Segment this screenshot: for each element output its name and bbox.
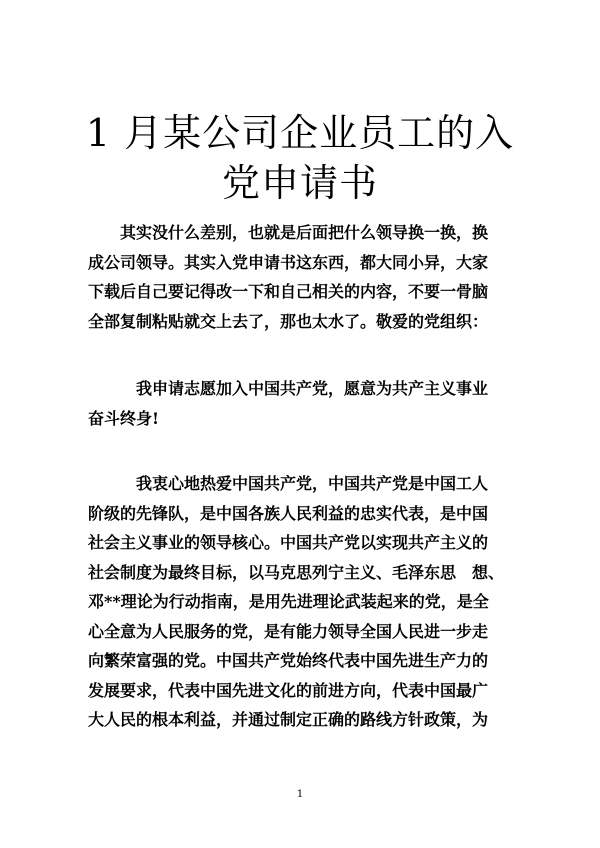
paragraph-line: 奋斗终身! — [88, 408, 160, 428]
document-title — [60, 108, 540, 208]
paragraph-line: 阶级的先锋队，是中国各族人民利益的忠实代表，是中国 — [88, 503, 489, 523]
paragraph-line: 向繁荣富强的党。中国共产党始终代表中国先进生产力的 — [88, 651, 489, 670]
paragraph-line: 我申请志愿加入中国共产党，愿意为共产主义事业 — [136, 379, 489, 398]
title-line-2: 党申请书 — [221, 161, 378, 205]
paragraph-line: 成公司领导。其实入党申请书这东西，都大同小异，大家 — [88, 252, 489, 272]
paragraph-intro — [88, 218, 518, 336]
paragraph-line: 社会制度为最终目标，以马克思列宁主义、毛泽东思 想、 — [88, 562, 505, 582]
paragraph-application — [88, 374, 518, 433]
page-number: 1 — [296, 789, 304, 800]
paragraph-line: 心全意为人民服务的党，是有能力领导全国人民进一步走 — [88, 621, 489, 641]
paragraph-line: 邓**理论为行动指南，是用先进理论武装起来的党，是全 — [88, 592, 489, 611]
paragraph-line: 发展要求，代表中国先进文化的前进方向，代表中国最广 — [88, 680, 489, 700]
paragraph-line: 社会主义事业的领导核心。中国共产党以实现共产主义的 — [88, 533, 489, 552]
title-line-1: 1 月某公司企业员工的入 — [85, 111, 515, 155]
paragraph-line: 全部复制粘贴就交上去了，那也太水了。敬爱的党组织： — [88, 311, 489, 331]
paragraph-party-love — [88, 469, 518, 735]
paragraph-line: 大人民的根本利益，并通过制定正确的路线方针政策，为 — [88, 710, 489, 729]
paragraph-line: 其实没什么差别，也就是后面把什么领导换一换，换 — [120, 223, 489, 242]
paragraph-line: 下载后自己要记得改一下和自己相关的内容，不要一骨脑 — [88, 282, 489, 301]
paragraph-line: 我衷心地热爱中国共产党，中国共产党是中国工人 — [136, 474, 489, 493]
